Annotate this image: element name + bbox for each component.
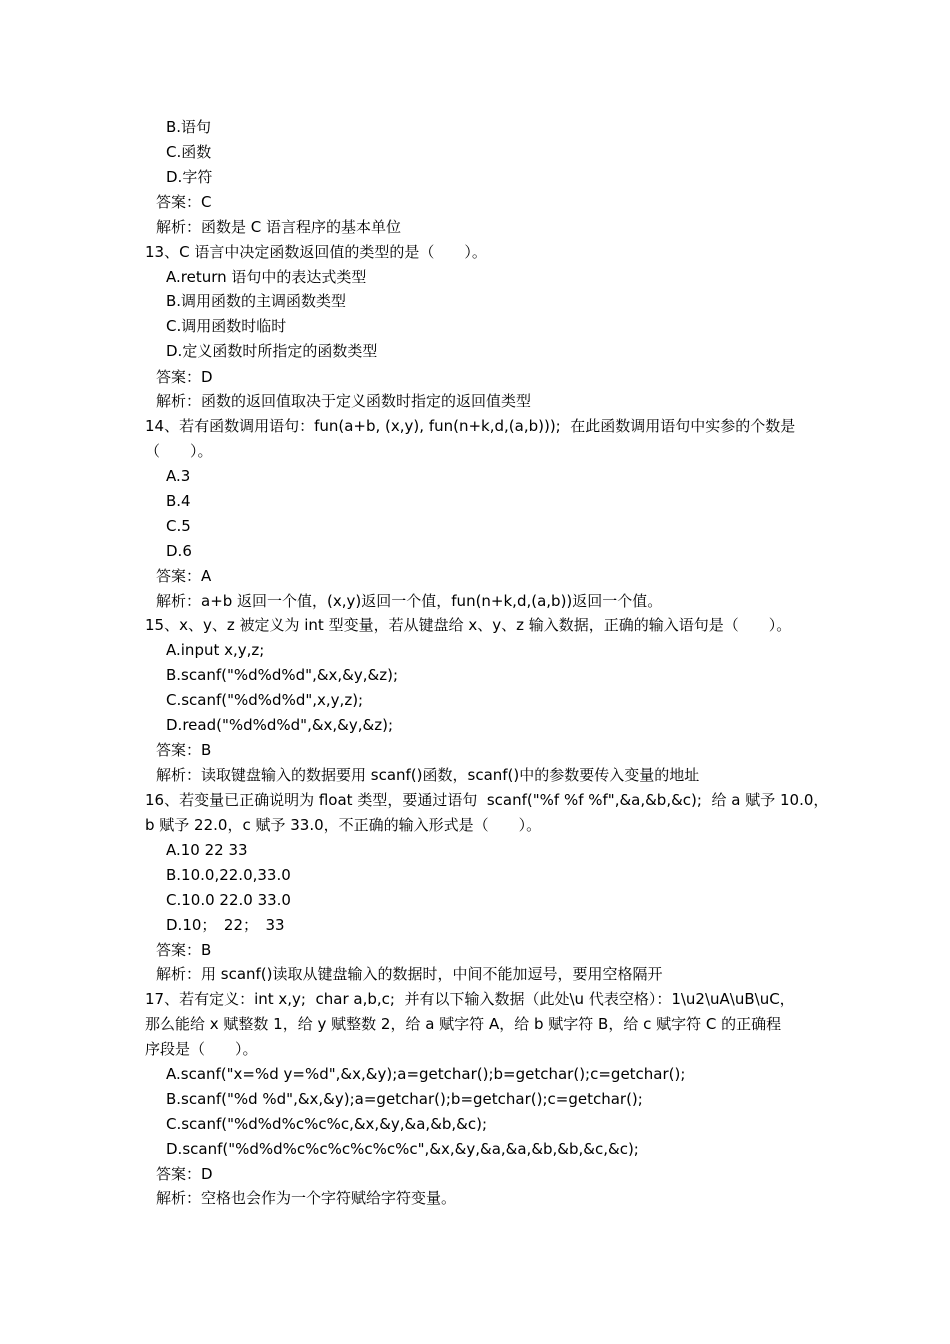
q14-option-d: D.6: [166, 542, 192, 560]
q17-answer: 答案：D: [156, 1165, 213, 1183]
q13-analysis: 解析：函数的返回值取决于定义函数时指定的返回值类型: [156, 392, 532, 410]
q13-option-c: C.调用函数时临时: [166, 317, 287, 335]
q16-answer: 答案：B: [156, 941, 212, 959]
q17-option-a: A.scanf("x=%d y=%d",&x,&y);a=getchar();b=getchar();c=getchar();: [166, 1065, 686, 1083]
q16-stem-line-2: b 赋予 22.0，c 赋予 33.0，不正确的输入形式是（ ）。: [145, 816, 542, 834]
q15-option-a: A.input x,y,z;: [166, 641, 265, 659]
q12-option-c: C.函数: [166, 143, 212, 161]
q12-option-b: B.语句: [166, 118, 212, 136]
q16-option-d: D.10； 22； 33: [166, 916, 285, 934]
q17-option-d: D.scanf("%d%d%c%c%c%c%c%c",&x,&y,&a,&a,&b,&b,&c,&c);: [166, 1140, 639, 1158]
q15-option-b: B.scanf("%d%d%d",&x,&y,&z);: [166, 666, 399, 684]
q13-stem: 13、C 语言中决定函数返回值的类型的是（ ）。: [145, 243, 487, 261]
q13-option-a: A.return 语句中的表达式类型: [166, 268, 367, 286]
q12-answer: 答案：C: [156, 193, 212, 211]
q16-stem-line-1: 16、若变量已正确说明为 float 类型，要通过语句 scanf("%f %f %f",&a,&b,&c); 给 a 赋予 10.0，: [145, 791, 829, 809]
q15-stem: 15、x、y、z 被定义为 int 型变量，若从键盘给 x、y、z 输入数据，正确的输入语句是（ ）。: [145, 616, 792, 634]
q14-stem-line-2: （ ）。: [145, 442, 213, 460]
q14-option-b: B.4: [166, 492, 191, 510]
q17-stem-line-2: 那么能给 x 赋整数 1，给 y 赋整数 2，给 a 赋字符 A，给 b 赋字符 B，给 c 赋字符 C 的正确程: [145, 1015, 782, 1033]
q17-stem-line-1: 17、若有定义：int x,y; char a,b,c; 并有以下输入数据（此处\u 代表空格）：1\u2\uA\uB\uC，: [145, 990, 795, 1008]
q15-answer: 答案：B: [156, 741, 212, 759]
q17-stem-line-3: 序段是（ ）。: [145, 1040, 258, 1058]
q16-option-b: B.10.0,22.0,33.0: [166, 866, 291, 884]
q13-option-d: D.定义函数时所指定的函数类型: [166, 342, 378, 360]
q16-analysis: 解析：用 scanf()读取从键盘输入的数据时，中间不能加逗号，要用空格隔开: [156, 965, 663, 983]
q17-option-c: C.scanf("%d%d%c%c%c,&x,&y,&a,&b,&c);: [166, 1115, 488, 1133]
q13-option-b: B.调用函数的主调函数类型: [166, 292, 347, 310]
q16-option-c: C.10.0 22.0 33.0: [166, 891, 291, 909]
q16-option-a: A.10 22 33: [166, 841, 248, 859]
q14-analysis: 解析：a+b 返回一个值，(x,y)返回一个值，fun(n+k,d,(a,b))返回一个值。: [156, 592, 663, 610]
q12-option-d: D.字符: [166, 168, 213, 186]
q15-option-c: C.scanf("%d%d%d",x,y,z);: [166, 691, 364, 709]
q13-answer: 答案：D: [156, 368, 213, 386]
q15-option-d: D.read("%d%d%d",&x,&y,&z);: [166, 716, 393, 734]
q14-option-c: C.5: [166, 517, 191, 535]
q15-analysis: 解析：读取键盘输入的数据要用 scanf()函数，scanf()中的参数要传入变量的地址: [156, 766, 700, 784]
q17-option-b: B.scanf("%d %d",&x,&y);a=getchar();b=getchar();c=getchar();: [166, 1090, 643, 1108]
q14-answer: 答案：A: [156, 567, 212, 585]
q17-analysis: 解析：空格也会作为一个字符赋给字符变量。: [156, 1189, 457, 1207]
q14-option-a: A.3: [166, 467, 191, 485]
q14-stem-line-1: 14、若有函数调用语句：fun(a+b, (x,y), fun(n+k,d,(a,b))); 在此函数调用语句中实参的个数是: [145, 417, 796, 435]
q12-analysis: 解析：函数是 C 语言程序的基本单位: [156, 218, 402, 236]
